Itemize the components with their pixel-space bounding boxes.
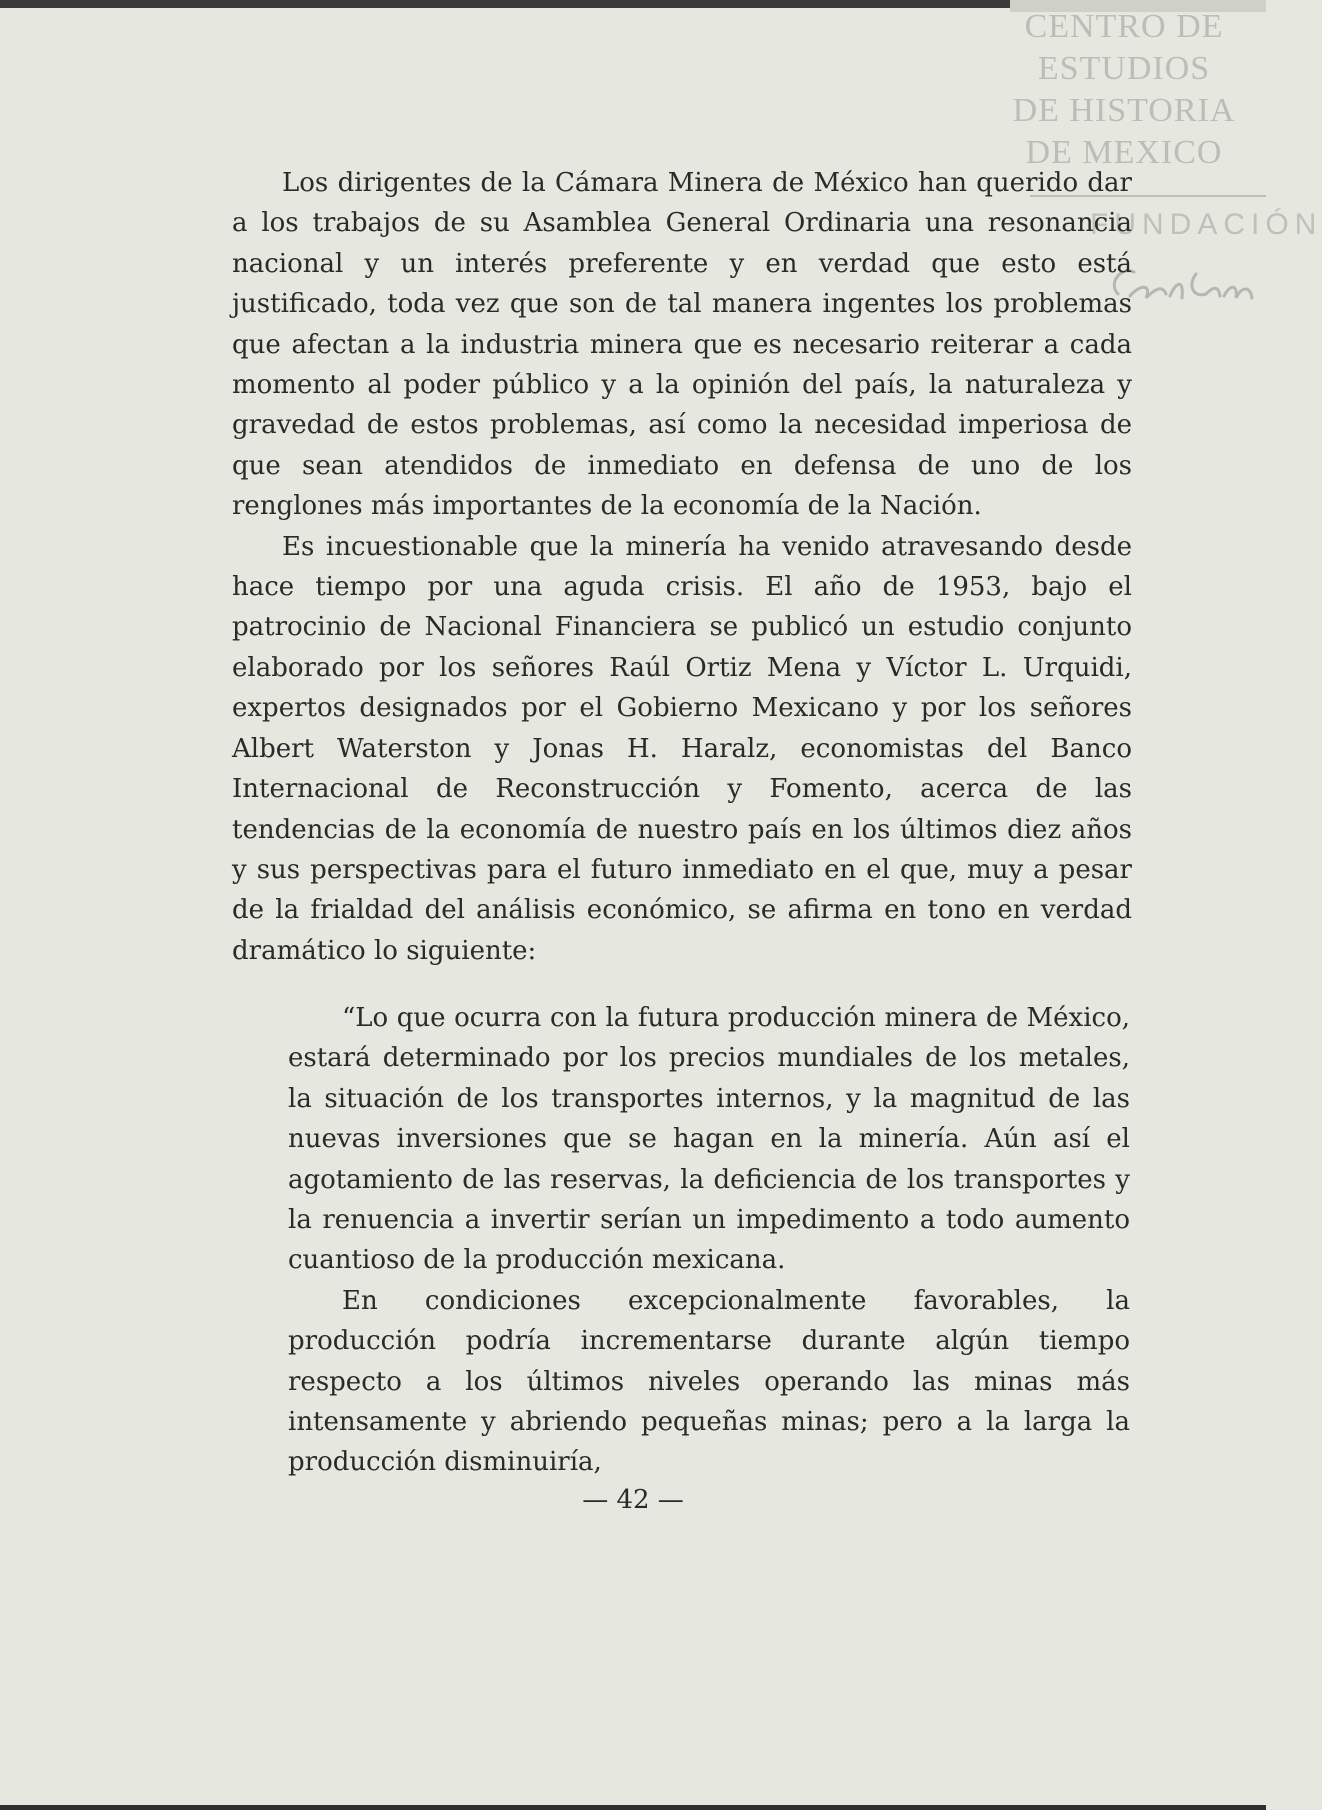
- watermark-line: ESTUDIOS: [1037, 50, 1211, 87]
- block-quote: [288, 998, 1130, 1483]
- watermark-line: CENTRO DE: [1024, 8, 1224, 45]
- body-paragraph: Es incuestionable que la minería ha venido atravesando desde hace tiempo por una aguda crisis. El año de 1953, bajo el patrocinio de Nacional Financiera se publicó un estudio conjunto elaborado por los señores Raúl Ortiz Mena y Víctor L. Urquidi, expertos designados por el Gobierno Mexicano y por los señores Albert Waterston y Jonas H. Haralz, economistas del Banco Internacional de Reconstrucción y Fomento, acerca de las tendencias de la economía de nuestro país en los últimos diez años y sus perspectivas para el futuro inmediato en el que, muy a pesar de la frialdad del análisis económico, se afirma en tono en verdad dramático lo siguiente:: [232, 531, 1132, 966]
- body-paragraph: Los dirigentes de la Cámara Minera de México han querido dar a los trabajos de su Asamblea General Ordinaria una resonancia nacional y un interés preferente y en verdad que esto está justificado, toda vez que son de tal manera ingentes los problemas que afectan a la industria minera que es necesario reiterar a cada momento al poder público y a la opinión del país, la naturaleza y gravedad de estos problemas, así como la necesidad imperiosa de que sean atendidos de inmediato en defensa de uno de los renglones más importantes de la economía de la Nación.: [232, 168, 1132, 522]
- body-text: [232, 163, 1132, 971]
- archive-watermark: [994, 6, 1254, 174]
- page-number: — 42 —: [582, 1485, 684, 1515]
- watermark-line: DE MEXICO: [1025, 134, 1223, 171]
- quote-paragraph: En condiciones excepcionalmente favorables, la producción podría incrementarse durante algún tiempo respecto a los últimos niveles operando las minas más intensamente y abriendo pequeñas minas; pero a la larga la producción disminuiría,: [288, 1285, 1130, 1478]
- watermark-fundacion: FUNDACIÓN: [1090, 208, 1322, 241]
- scan-bottom-edge: [0, 1805, 1266, 1810]
- quote-paragraph: “Lo que ocurra con la futura producción minera de México, estará determinado por los precios mundiales de los metales, la situación de los transportes internos, y la magnitud de las nuevas inversiones que se hagan en la minería. Aún así el agotamiento de las reservas, la deficiencia de los transportes y la renuencia a invertir serían un impedimento a todo aumento cuantioso de la producción mexicana.: [288, 1003, 1130, 1276]
- watermark-line: DE HISTORIA: [1012, 92, 1236, 129]
